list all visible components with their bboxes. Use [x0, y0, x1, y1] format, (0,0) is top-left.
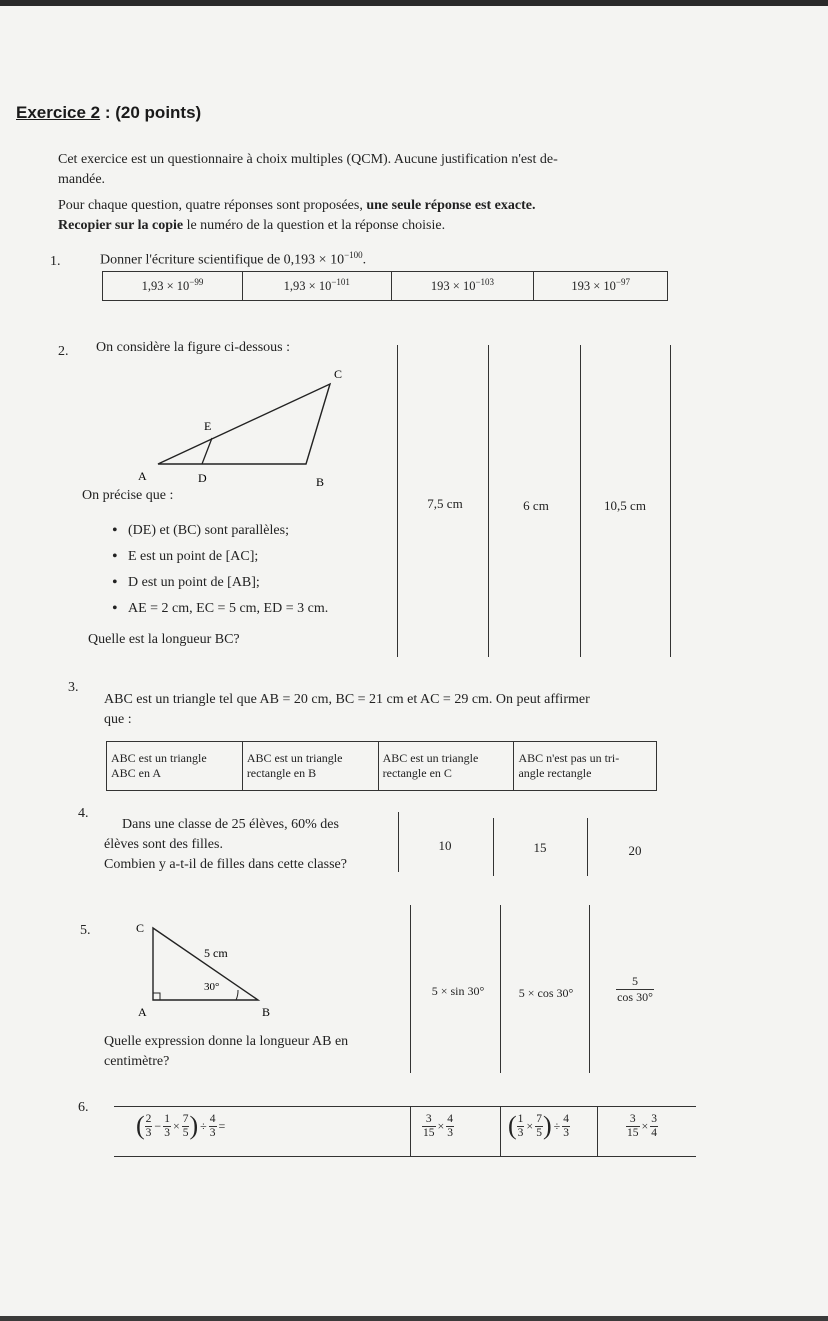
q6-ans3-d: 4	[651, 1127, 658, 1139]
q3-answer-1-line1: ABC est un triangle	[111, 751, 207, 765]
q5-answer-1[interactable]: 5 × sin 30°	[431, 984, 485, 998]
q6-ans2-times: ×	[526, 1118, 534, 1133]
q6-expr-times: ×	[172, 1118, 180, 1133]
q6-expr-eq: =	[218, 1118, 226, 1133]
q6-expr-div: ÷	[200, 1118, 207, 1133]
q3-answer-1[interactable]	[107, 742, 243, 791]
q6-ans2-f: 3	[563, 1126, 569, 1139]
q1-answer-1-base: 1,93 × 10	[141, 279, 190, 294]
q3-answer-4[interactable]	[514, 742, 657, 791]
q6-divider-3	[597, 1106, 598, 1156]
q1-answer-4-base: 193 × 10	[571, 279, 616, 294]
q6-ans1-d: 3	[447, 1127, 454, 1139]
q3-number: 3.	[68, 680, 79, 695]
q6-answer-3[interactable]	[626, 1113, 658, 1140]
q3-answer-2[interactable]	[242, 742, 378, 791]
q2-divider-3	[580, 345, 581, 657]
q3-answer-3-line1: ABC est un triangle	[382, 751, 479, 765]
q4-divider-3	[587, 818, 588, 876]
q6-ans1-a: 3	[422, 1113, 436, 1127]
q3-answer-4-line1: ABC n'est pas un tri-	[518, 751, 620, 765]
q2-answer-2[interactable]: 6 cm	[523, 498, 549, 513]
q2-bullet-4: • AE = 2 cm, EC = 5 cm, ED = 3 cm.	[108, 596, 328, 622]
q1-text-main: Donner l'écriture scientifique de 0,193 × 10	[100, 252, 345, 268]
q4-divider-1	[398, 812, 399, 872]
q6-answer-1[interactable]	[422, 1113, 454, 1140]
q5-number: 5.	[80, 923, 91, 938]
q3-answers-table	[106, 741, 657, 791]
q5-answer-3-num: 5	[616, 974, 654, 990]
q6-ans2-div: ÷	[553, 1118, 561, 1133]
q5-divider-1	[410, 905, 411, 1073]
intro-line3a: Pour chaque question, quatre réponses sont proposées,	[58, 198, 367, 213]
q1-answer-1-exp: −99	[189, 277, 204, 288]
q6-expr-d: 3	[164, 1126, 170, 1139]
q1-answer-3[interactable]	[391, 272, 534, 301]
q3-answer-4-line2: angle rectangle	[518, 766, 592, 780]
q5-label-b: B	[262, 1005, 271, 1019]
q5-text-line2: centimètre?	[104, 1054, 170, 1069]
intro-line4	[58, 216, 688, 236]
q4-answer-1[interactable]: 10	[438, 838, 452, 853]
exercise-title-label: Exercice 2	[16, 103, 101, 122]
q5-answer-3-den: cos 30°	[617, 990, 653, 1004]
q2-number: 2.	[58, 344, 69, 359]
q6-expr-f: 5	[182, 1126, 189, 1139]
q6-expr-b: 3	[145, 1126, 152, 1139]
q1-number: 1.	[50, 254, 61, 269]
top-edge	[0, 0, 828, 6]
q5-divider-2	[500, 905, 501, 1073]
q6-ans3-c: 3	[651, 1113, 658, 1125]
intro-line4b: le numéro de la question et la réponse choisie.	[183, 218, 446, 233]
q6-ans3-b: 15	[627, 1127, 639, 1139]
q1-answer-2-exp: −101	[331, 277, 350, 288]
q6-ans2-c: 7	[536, 1112, 542, 1125]
q6-ans3-a: 3	[626, 1113, 640, 1127]
triangle-abc	[158, 384, 330, 464]
q6-ans2-d: 5	[536, 1126, 542, 1139]
q1-text-end: .	[362, 252, 367, 268]
q4-answer-2[interactable]: 15	[533, 840, 547, 855]
q6-expr-c: 1	[164, 1112, 170, 1125]
q4-text-line3: Combien y a-t-il de filles dans cette classe?	[104, 857, 347, 872]
q1-answer-2[interactable]	[242, 272, 391, 301]
q1-answer-1[interactable]	[103, 272, 243, 301]
q6-ans1-times: ×	[437, 1119, 445, 1133]
q3-answer-3[interactable]	[378, 742, 514, 791]
intro-line3	[58, 196, 688, 216]
q1-answers-table	[102, 271, 668, 301]
q6-ans2-b: 3	[517, 1126, 524, 1139]
q6-ans3-times: ×	[641, 1119, 649, 1133]
q5-triangle-figure	[128, 912, 288, 1022]
q3-text-line2: que :	[104, 712, 132, 727]
q5-text-line1: Quelle expression donne la longueur AB en	[104, 1034, 349, 1049]
q6-divider-2	[500, 1106, 501, 1156]
q4-answer-3[interactable]: 20	[628, 843, 642, 858]
q1-answer-4[interactable]	[534, 272, 668, 301]
label-a: A	[138, 469, 147, 483]
q2-precise: On précise que :	[82, 488, 174, 503]
q1-text-exp: −100	[344, 250, 363, 260]
q2-divider-4	[670, 345, 671, 657]
q5-label-c: C	[136, 921, 145, 935]
q5-divider-3	[589, 905, 590, 1073]
q4-text-line1: Dans une classe de 25 élèves, 60% des	[122, 817, 339, 832]
intro-line3b: une seule réponse est exacte.	[366, 198, 536, 213]
intro-line1: Cet exercice est un questionnaire à choix multiples (QCM). Aucune justification n'est de-	[58, 152, 558, 167]
intro	[58, 150, 688, 236]
q6-expression: ( $\frac{2}{3}$ − $\frac{1}{3}$ × $\frac{7}{5}$ ) ÷ $\frac{4}{3}$ =	[136, 1111, 226, 1140]
q6-expr-a: 2	[145, 1112, 152, 1125]
q2-answer-3[interactable]: 10,5 cm	[604, 498, 646, 513]
q6-bottom-line	[114, 1156, 696, 1157]
q3-text	[104, 690, 664, 730]
q2-triangle-figure	[130, 362, 360, 492]
q6-top-line	[114, 1106, 696, 1107]
angle-arc	[236, 990, 238, 1000]
q3-text-line1: ABC est un triangle tel que AB = 20 cm, BC = 21 cm et AC = 29 cm. On peut affirmer	[104, 692, 590, 707]
q4-number: 4.	[78, 806, 89, 821]
exercise-title	[16, 103, 201, 123]
q4-text-line2: élèves sont des filles.	[104, 837, 223, 852]
q5-text	[104, 1032, 404, 1072]
intro-line2: mandée.	[58, 172, 106, 187]
intro-line4a: Recopier sur la copie	[58, 218, 184, 233]
q5-answer-2[interactable]: 5 × cos 30°	[518, 986, 574, 1000]
q6-ans1-c: 4	[447, 1113, 454, 1125]
label-d: D	[198, 471, 207, 485]
q2-bullets	[108, 518, 328, 622]
q2-bullet-3: • D est un point de [AB];	[108, 570, 328, 596]
q2-answer-1[interactable]: 7,5 cm	[427, 496, 463, 511]
label-b: B	[316, 475, 325, 489]
q6-number: 6.	[78, 1100, 89, 1115]
q4-divider-2	[493, 818, 494, 876]
q2-divider-2	[488, 345, 489, 657]
q4-text	[104, 815, 394, 875]
q5-label-angle: 30°	[204, 981, 220, 993]
q3-answer-2-line1: ABC est un triangle	[246, 751, 343, 765]
q3-answer-3-line2: rectangle en C	[382, 766, 452, 780]
q6-expr-g: 4	[209, 1112, 216, 1125]
q6-expr-minus: −	[154, 1118, 162, 1133]
q1-answer-2-base: 1,93 × 10	[283, 279, 332, 294]
q6-ans1-b: 15	[423, 1127, 435, 1139]
q2-divider-1	[397, 345, 398, 657]
q2-bullet-1: • (DE) et (BC) sont parallèles;	[108, 518, 328, 544]
q6-answer-2[interactable]: ( $\frac{1}{3}$ × $\frac{7}{5}$ ) ÷ $\frac{4}{3}$	[508, 1111, 569, 1140]
q5-answer-3[interactable]	[600, 974, 670, 1005]
q1-answer-3-exp: −103	[475, 277, 495, 288]
q3-answer-2-line2: rectangle en B	[246, 766, 317, 780]
label-c: C	[334, 367, 343, 381]
q6-expr-e: 7	[182, 1112, 189, 1125]
q1-answer-4-exp: −97	[615, 277, 630, 288]
q1-answer-3-base: 193 × 10	[430, 279, 476, 294]
q5-label-side: 5 cm	[204, 946, 228, 960]
q6-ans2-e: 4	[563, 1112, 569, 1125]
q3-answer-1-line2: ABC en A	[111, 766, 162, 780]
right-angle-mark	[153, 993, 160, 1000]
bottom-edge	[0, 1316, 828, 1321]
exercise-points: : (20 points)	[104, 103, 202, 122]
q1-text	[100, 245, 366, 271]
q2-text: On considère la figure ci-dessous :	[96, 340, 290, 355]
q2-question: Quelle est la longueur BC?	[88, 632, 240, 647]
q5-label-a: A	[138, 1005, 147, 1019]
label-e: E	[204, 419, 212, 433]
q6-divider-1	[410, 1106, 411, 1156]
q6-expr-h: 3	[209, 1126, 216, 1139]
q2-bullet-2: • E est un point de [AC];	[108, 544, 328, 570]
q6-ans2-a: 1	[517, 1112, 524, 1125]
